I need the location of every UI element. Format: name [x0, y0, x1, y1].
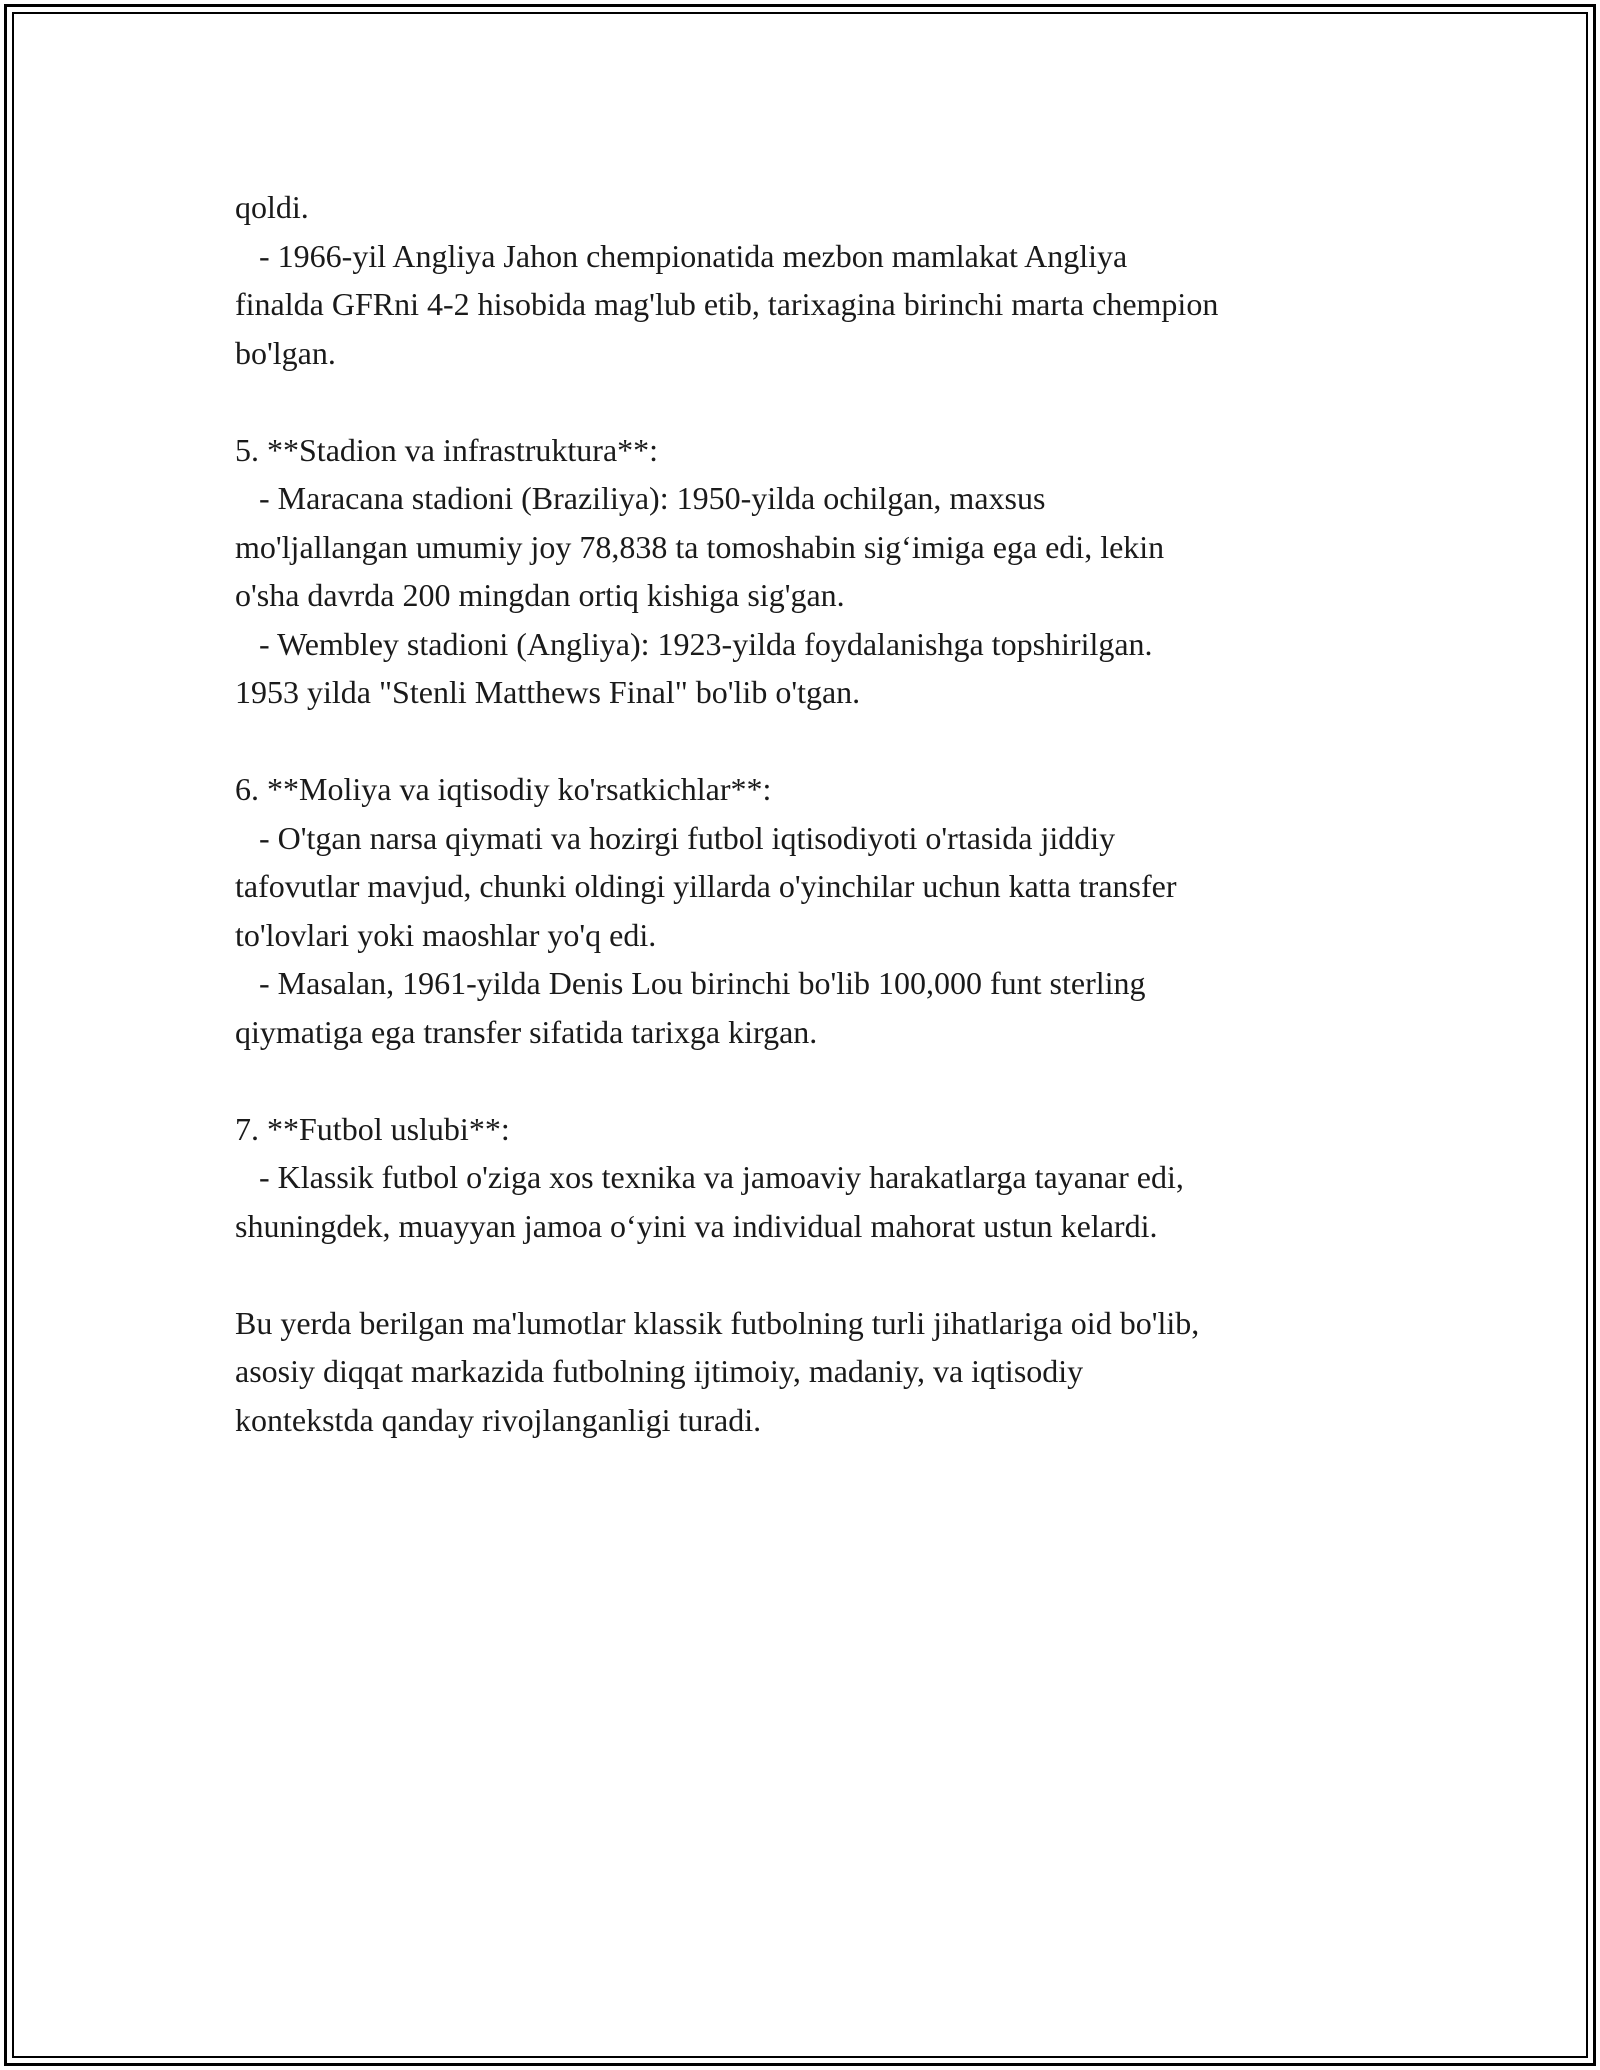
text-line: to'lovlari yoki maoshlar yo'q edi.	[235, 916, 657, 953]
text-line: asosiy diqqat markazida futbolning ijtimoiy, madaniy, va iqtisodiy	[235, 1353, 1084, 1389]
text-line: - Maracana stadioni (Braziliya): 1950-yilda ochilgan, maxsus	[235, 480, 1046, 516]
document-body	[235, 183, 1415, 1444]
section-heading: 5. **Stadion va infrastruktura**:	[235, 431, 659, 468]
section-heading: 7. **Futbol uslubi**:	[235, 1110, 510, 1147]
text-line: - Klassik futbol o'ziga xos texnika va jamoaviy harakatlarga tayanar edi,	[235, 1159, 1184, 1195]
text-line: kontekstda qanday rivojlanganligi turadi.	[235, 1401, 762, 1438]
text-line: - 1966-yil Angliya Jahon chempionatida mezbon mamlakat Angliya	[235, 237, 1128, 274]
blank-line	[235, 1250, 1415, 1299]
text-line: - O'tgan narsa qiymati va hozirgi futbol iqtisodiyoti o'rtasida jiddiy	[235, 819, 1116, 856]
blank-line	[235, 377, 1415, 426]
blank-line	[235, 717, 1415, 766]
text-line: qoldi.	[235, 189, 309, 225]
section-heading: 6. **Moliya va iqtisodiy ko'rsatkichlar**:	[235, 771, 772, 807]
text-line: o'sha davrda 200 mingdan ortiq kishiga sig'gan.	[235, 577, 845, 613]
text-line: qiymatiga ega transfer sifatida tarixga kirgan.	[235, 1013, 818, 1050]
text-line: - Wembley stadioni (Angliya): 1923-yilda foydalanishga topshirilgan.	[235, 625, 1153, 662]
text-line: bo'lgan.	[235, 334, 336, 371]
text-line: 1953 yilda "Stenli Matthews Final" bo'lib o'tgan.	[235, 674, 861, 710]
blank-line	[235, 1056, 1415, 1105]
text-line: shuningdek, muayyan jamoa o‘yini va individual mahorat ustun kelardi.	[235, 1207, 1158, 1244]
text-line: tafovutlar mavjud, chunki oldingi yillarda o'yinchilar uchun katta transfer	[235, 868, 1177, 904]
text-line: - Masalan, 1961-yilda Denis Lou birinchi bo'lib 100,000 funt sterling	[235, 965, 1146, 1001]
text-line: Bu yerda berilgan ma'lumotlar klassik futbolning turli jihatlariga oid bo'lib,	[235, 1304, 1200, 1341]
text-line: mo'ljallangan umumiy joy 78,838 ta tomoshabin sig‘imiga ega edi, lekin	[235, 528, 1165, 565]
text-line: finalda GFRni 4-2 hisobida mag'lub etib, tarixagina birinchi marta chempion	[235, 286, 1219, 322]
